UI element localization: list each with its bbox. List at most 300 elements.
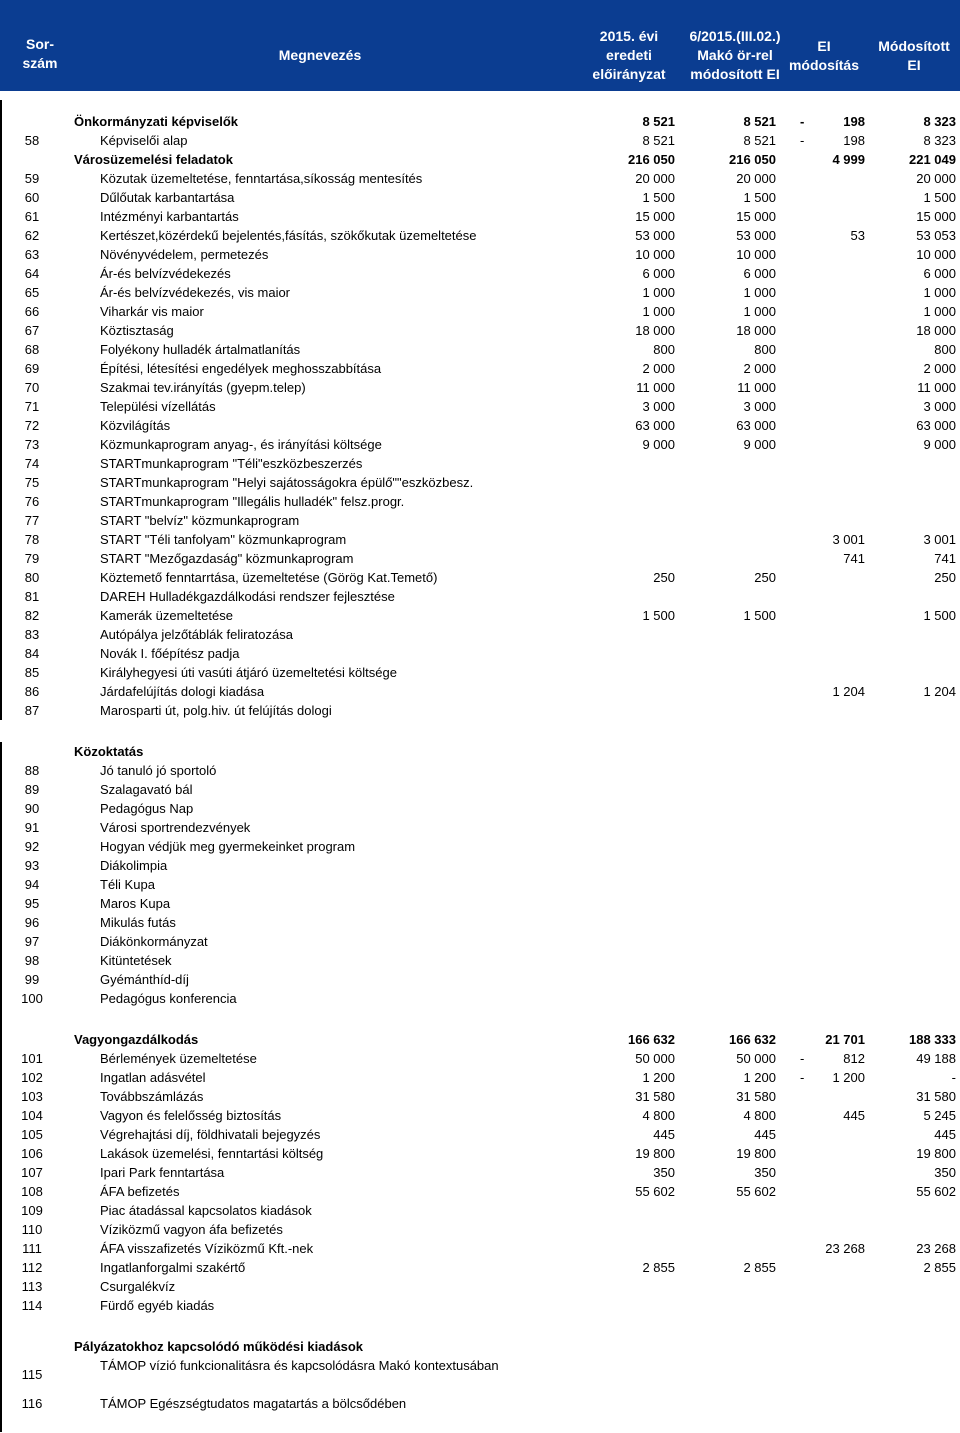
eredeti-value: 63 000 [635,418,675,433]
table-row [0,435,960,454]
row-name: Pedagógus Nap [100,801,194,816]
row-name: Jó tanuló jó sportoló [100,763,217,778]
row-number: 85 [24,665,40,680]
table-row [0,1220,960,1239]
mod-ei-value: 188 333 [909,1032,956,1047]
modositas-value: 741 [843,551,865,566]
row-name: Bérlemények üzemeltetése [100,1051,257,1066]
mod-ei-value: 9 000 [923,437,956,452]
mod-ei-value: 6 000 [923,266,956,281]
row-number: 112 [21,1260,43,1275]
row-name: Ár-és belvízvédekezés [100,266,231,281]
row-name: Maros Kupa [100,896,171,911]
row-name: Novák I. főépítész padja [100,646,240,661]
table-row [0,1125,960,1144]
modositott-value: 166 632 [729,1032,776,1047]
table-row [0,970,960,989]
row-number: 92 [24,839,40,854]
table-row [0,454,960,473]
modositott-value: 445 [754,1127,776,1142]
mod-ei-value: - [951,1070,956,1085]
table-row [0,397,960,416]
row-number: 82 [24,608,40,623]
mod-ei-value: 63 000 [916,418,956,433]
modositas-value: 23 268 [825,1241,865,1256]
row-name: Pedagógus konferencia [100,991,237,1006]
table-row [0,913,960,932]
table-row [0,1356,960,1394]
table-row [0,1144,960,1163]
row-number: 113 [21,1279,43,1294]
eredeti-value: 2 855 [642,1260,675,1275]
table-row [0,1068,960,1087]
row-number: 98 [24,953,40,968]
modositott-value: 50 000 [736,1051,776,1066]
row-number: 79 [24,551,40,566]
modositott-value: 20 000 [736,171,776,186]
table-row [0,1163,960,1182]
eredeti-value: 250 [653,570,675,585]
table-row [0,378,960,397]
table-row [0,1049,960,1068]
row-name: Ingatlan adásvétel [100,1070,206,1085]
row-number: 114 [21,1298,43,1313]
row-name: STARTmunkaprogram "Helyi sajátosságokra épülő""eszközbesz. [100,475,474,490]
modositas-value: 812 [843,1051,865,1066]
eredeti-value: 18 000 [635,323,675,338]
eredeti-value: 8 521 [642,133,675,148]
table-row [0,761,960,780]
modositott-value: 55 602 [736,1184,776,1199]
modositott-value: 19 800 [736,1146,776,1161]
row-name: STARTmunkaprogram "Téli"eszközbeszerzés [100,456,363,471]
row-name: TÁMOP vízió funkcionalitásra és kapcsolódásra Makó kontextusában [100,1358,499,1373]
mod-ei-value: 18 000 [916,323,956,338]
eredeti-value: 216 050 [628,152,675,167]
row-number: 104 [21,1108,43,1123]
modositas-value: 1 200 [832,1070,865,1085]
mod-ei-value: 1 000 [923,304,956,319]
row-name: Végrehajtási díj, földhivatali bejegyzés [100,1127,321,1142]
table-row [0,989,960,1008]
table-row [0,682,960,701]
section-row [0,112,960,131]
row-name: ÁFA visszafizetés Víziközmű Kft.-nek [100,1241,314,1256]
row-number: 84 [24,646,40,661]
row-name: Járdafelújítás dologi kiadása [100,684,265,699]
eredeti-value: 53 000 [635,228,675,243]
mod-ei-value: 1 500 [923,608,956,623]
table-row [0,283,960,302]
table-row [0,1106,960,1125]
modositott-value: 10 000 [736,247,776,262]
table-row [0,169,960,188]
row-name: Továbbszámlázás [100,1089,204,1104]
table-row [0,799,960,818]
modositott-value: 2 000 [743,361,776,376]
table-row [0,207,960,226]
modositas-value: 3 001 [832,532,865,547]
table-row [0,359,960,378]
eredeti-value: 800 [653,342,675,357]
eredeti-value: 1 000 [642,304,675,319]
row-name: Hogyan védjük meg gyermekeinket program [100,839,356,854]
row-number: 62 [24,228,40,243]
row-number: 100 [21,991,43,1006]
row-name: Téli Kupa [100,877,155,892]
modositas-value: 198 [843,114,865,129]
eredeti-value: 20 000 [635,171,675,186]
row-number: 67 [24,323,40,338]
modositott-value: 800 [754,342,776,357]
table-row [0,321,960,340]
row-number: 89 [24,782,40,797]
eredeti-value: 1 000 [642,285,675,300]
row-name: Önkormányzati képviselők [74,114,239,129]
row-number: 96 [24,915,40,930]
table-row [0,1277,960,1296]
table-row [0,245,960,264]
table-row [0,188,960,207]
mod-ei-value: 1 000 [923,285,956,300]
row-number: 76 [24,494,40,509]
modositas-sign: - [800,1051,805,1066]
eredeti-value: 8 521 [642,114,675,129]
table-row [0,131,960,150]
section-row [0,150,960,169]
section-row [0,1030,960,1049]
row-number: 102 [21,1070,43,1085]
modositas-value: 1 204 [832,684,865,699]
row-name: Képviselői alap [100,133,188,148]
modositott-value: 3 000 [743,399,776,414]
modositott-value: 9 000 [743,437,776,452]
mod-ei-value: 10 000 [916,247,956,262]
modositott-value: 1 200 [743,1070,776,1085]
row-number: 60 [24,190,40,205]
row-name: Kertészet,közérdekű bejelentés,fásítás, szökőkutak üzemeltetése [100,228,477,243]
row-name: START "belvíz" közmunkaprogram [100,513,300,528]
row-number: 70 [24,380,40,395]
row-name: Közmunkaprogram anyag-, és irányítási költsége [100,437,382,452]
row-name: Köztisztaság [100,323,174,338]
row-number: 74 [24,456,40,471]
table-row [0,837,960,856]
modositott-value: 1 000 [743,285,776,300]
eredeti-value: 31 580 [635,1089,675,1104]
mod-ei-value: 20 000 [916,171,956,186]
row-name: Szalagavató bál [100,782,193,797]
table-row [0,264,960,283]
row-name: Diákolimpia [100,858,168,873]
modositott-value: 18 000 [736,323,776,338]
row-name: Ingatlanforgalmi szakértő [100,1260,246,1275]
modositott-value: 1 500 [743,608,776,623]
row-name: START "Mezőgazdaság" közmunkaprogram [100,551,354,566]
row-number: 72 [24,418,40,433]
modositott-value: 15 000 [736,209,776,224]
mod-ei-value: 19 800 [916,1146,956,1161]
row-name: Vagyon és felelősség biztosítás [100,1108,282,1123]
table-row [0,1201,960,1220]
table-row [0,492,960,511]
modositott-value: 8 521 [743,114,776,129]
row-number: 99 [24,972,40,987]
table-row [0,701,960,720]
table-row [0,473,960,492]
modositott-value: 63 000 [736,418,776,433]
table-row [0,818,960,837]
table-row [0,511,960,530]
row-number: 97 [24,934,40,949]
mod-ei-value: 3 000 [923,399,956,414]
row-name: Lakások üzemelési, fenntartási költség [100,1146,324,1161]
eredeti-value: 50 000 [635,1051,675,1066]
row-number: 105 [21,1127,43,1142]
row-number: 94 [24,877,40,892]
eredeti-value: 15 000 [635,209,675,224]
row-number: 107 [21,1165,43,1180]
row-name: Intézményi karbantartás [100,209,239,224]
table-row [0,416,960,435]
row-number: 64 [24,266,40,281]
header-megnevezes: Megnevezés [278,47,362,63]
eredeti-value: 445 [653,1127,675,1142]
row-number: 93 [24,858,40,873]
row-name: Viharkár vis maior [100,304,204,319]
table-row [0,587,960,606]
mod-ei-value: 53 053 [916,228,956,243]
table-row [0,226,960,245]
eredeti-value: 1 200 [642,1070,675,1085]
row-number: 110 [21,1222,43,1237]
modositas-sign: - [800,133,805,148]
row-number: 73 [24,437,40,452]
row-name: STARTmunkaprogram "Illegális hulladék" felsz.progr. [100,494,405,509]
row-name: Növényvédelem, permetezés [100,247,269,262]
eredeti-value: 10 000 [635,247,675,262]
modositas-value: 4 999 [832,152,865,167]
row-number: 103 [21,1089,43,1104]
modositas-value: 445 [843,1108,865,1123]
row-name: Diákönkormányzat [100,934,208,949]
row-name: Közvilágítás [100,418,171,433]
row-name: Pályázatokhoz kapcsolódó működési kiadások [74,1339,363,1354]
row-number: 109 [21,1203,43,1218]
mod-ei-value: 2 000 [923,361,956,376]
row-name: Dűlőutak karbantartása [100,190,235,205]
eredeti-value: 166 632 [628,1032,675,1047]
row-number: 71 [24,399,40,414]
modositott-value: 8 521 [743,133,776,148]
row-name: Közoktatás [74,744,144,759]
row-name: Kamerák üzemeltetése [100,608,233,623]
modositott-value: 350 [754,1165,776,1180]
row-number: 86 [24,684,40,699]
eredeti-value: 19 800 [635,1146,675,1161]
row-name: TÁMOP Egészségtudatos magatartás a bölcsődében [100,1396,407,1411]
mod-ei-value: 49 188 [916,1051,956,1066]
table-row [0,644,960,663]
table-row [0,1182,960,1201]
mod-ei-value: 350 [934,1165,956,1180]
header-modositott: 6/2015.(III.02.) Makó ör-rel módosított EI [689,28,781,82]
row-name: Autópálya jelzőtáblák feliratozása [100,627,293,642]
table-row [0,894,960,913]
row-number: 90 [24,801,40,816]
row-number: 116 [21,1396,43,1411]
row-number: 95 [24,896,40,911]
row-name: Ipari Park fenntartása [100,1165,225,1180]
row-number: 61 [24,209,40,224]
row-number: 65 [24,285,40,300]
modositott-value: 53 000 [736,228,776,243]
modositas-value: 53 [850,228,865,243]
mod-ei-value: 8 323 [923,133,956,148]
mod-ei-value: 1 500 [923,190,956,205]
table-row [0,549,960,568]
row-name: Fürdő egyéb kiadás [100,1298,215,1313]
eredeti-value: 3 000 [642,399,675,414]
modositas-sign: - [800,1070,805,1085]
eredeti-value: 1 500 [642,608,675,623]
row-name: Városüzemelési feladatok [74,152,233,167]
row-name: Vagyongazdálkodás [74,1032,199,1047]
table-row [0,568,960,587]
row-name: Csurgalékvíz [100,1279,176,1294]
row-name: Víziközmű vagyon áfa befizetés [100,1222,283,1237]
row-name: Építési, létesítési engedélyek meghosszabbítása [100,361,382,376]
modositott-value: 1 500 [743,190,776,205]
row-name: Szakmai tev.irányítás (gyepm.telep) [100,380,306,395]
mod-ei-value: 1 204 [923,684,956,699]
row-number: 88 [24,763,40,778]
row-number: 58 [24,133,40,148]
mod-ei-value: 23 268 [916,1241,956,1256]
row-name: Közutak üzemeltetése, fenntartása,síkosság mentesítés [100,171,423,186]
row-number: 83 [24,627,40,642]
mod-ei-value: 250 [934,570,956,585]
row-name: Királyhegyesi úti vasúti átjáró üzemeltetési költsége [100,665,397,680]
row-name: Városi sportrendezvények [100,820,251,835]
section-row [0,742,960,761]
row-number: 63 [24,247,40,262]
table-row [0,625,960,644]
modositas-value: 198 [843,133,865,148]
row-name: Folyékony hulladék ártalmatlanítás [100,342,301,357]
mod-ei-value: 221 049 [909,152,956,167]
mod-ei-value: 15 000 [916,209,956,224]
table-row [0,606,960,625]
table-row [0,1239,960,1258]
row-number: 81 [24,589,40,604]
table-row [0,1258,960,1277]
mod-ei-value: 8 323 [923,114,956,129]
table-row [0,663,960,682]
row-name: DAREH Hulladékgazdálkodási rendszer fejlesztése [100,589,395,604]
row-number: 77 [24,513,40,528]
mod-ei-value: 800 [934,342,956,357]
eredeti-value: 55 602 [635,1184,675,1199]
row-name: Mikulás futás [100,915,176,930]
header-sorszam: Sor- szám [22,36,58,71]
row-number: 75 [24,475,40,490]
modositott-value: 1 000 [743,304,776,319]
row-number: 101 [21,1051,43,1066]
mod-ei-value: 5 245 [923,1108,956,1123]
row-name: START "Téli tanfolyam" közmunkaprogram [100,532,347,547]
mod-ei-value: 31 580 [916,1089,956,1104]
table-row [0,340,960,359]
modositott-value: 216 050 [729,152,776,167]
row-number: 59 [24,171,40,186]
modositott-value: 6 000 [743,266,776,281]
table-row [0,780,960,799]
row-number: 106 [21,1146,43,1161]
eredeti-value: 11 000 [636,380,675,395]
section-row [0,1337,960,1356]
modositott-value: 11 000 [737,380,776,395]
modositas-value: 21 701 [825,1032,865,1047]
row-number: 68 [24,342,40,357]
eredeti-value: 4 800 [642,1108,675,1123]
row-number: 80 [24,570,40,585]
mod-ei-value: 11 000 [917,380,956,395]
mod-ei-value: 445 [934,1127,956,1142]
row-number: 111 [22,1241,42,1256]
mod-ei-value: 3 001 [923,532,956,547]
row-number: 69 [24,361,40,376]
table-row [0,1087,960,1106]
eredeti-value: 350 [653,1165,675,1180]
table-row [0,302,960,321]
table-row [0,932,960,951]
header-mod-ei: Módosított EI [878,38,950,73]
eredeti-value: 2 000 [642,361,675,376]
table-row [0,856,960,875]
row-name: Marosparti út, polg.hiv. út felújítás dologi [100,703,332,718]
row-name: Ár-és belvízvédekezés, vis maior [100,285,291,300]
eredeti-value: 1 500 [642,190,675,205]
row-name: Települési vízellátás [100,399,216,414]
table-row [0,875,960,894]
row-number: 87 [24,703,40,718]
table-row [0,1296,960,1315]
mod-ei-value: 55 602 [916,1184,956,1199]
modositas-sign: - [800,114,805,129]
header-eredeti: 2015. évi eredeti előirányzat [592,28,666,82]
table-header [0,0,960,91]
row-name: Köztemető fenntarrtása, üzemeltetése (Görög Kat.Temető) [100,570,438,585]
row-number: 91 [24,820,40,835]
row-name: ÁFA befizetés [100,1184,180,1199]
eredeti-value: 6 000 [642,266,675,281]
header-modositas: EI módosítás [788,38,859,73]
modositott-value: 250 [754,570,776,585]
table-row [0,951,960,970]
mod-ei-value: 741 [934,551,956,566]
row-name: Gyémánthíd-díj [100,972,189,987]
row-name: Kitüntetések [100,953,172,968]
row-name: Piac átadással kapcsolatos kiadások [100,1203,312,1218]
modositott-value: 2 855 [743,1260,776,1275]
eredeti-value: 9 000 [642,437,675,452]
modositott-value: 31 580 [736,1089,776,1104]
table-row [0,1394,960,1413]
row-number: 115 [21,1367,43,1382]
row-number: 78 [24,532,40,547]
row-number: 108 [21,1184,43,1199]
